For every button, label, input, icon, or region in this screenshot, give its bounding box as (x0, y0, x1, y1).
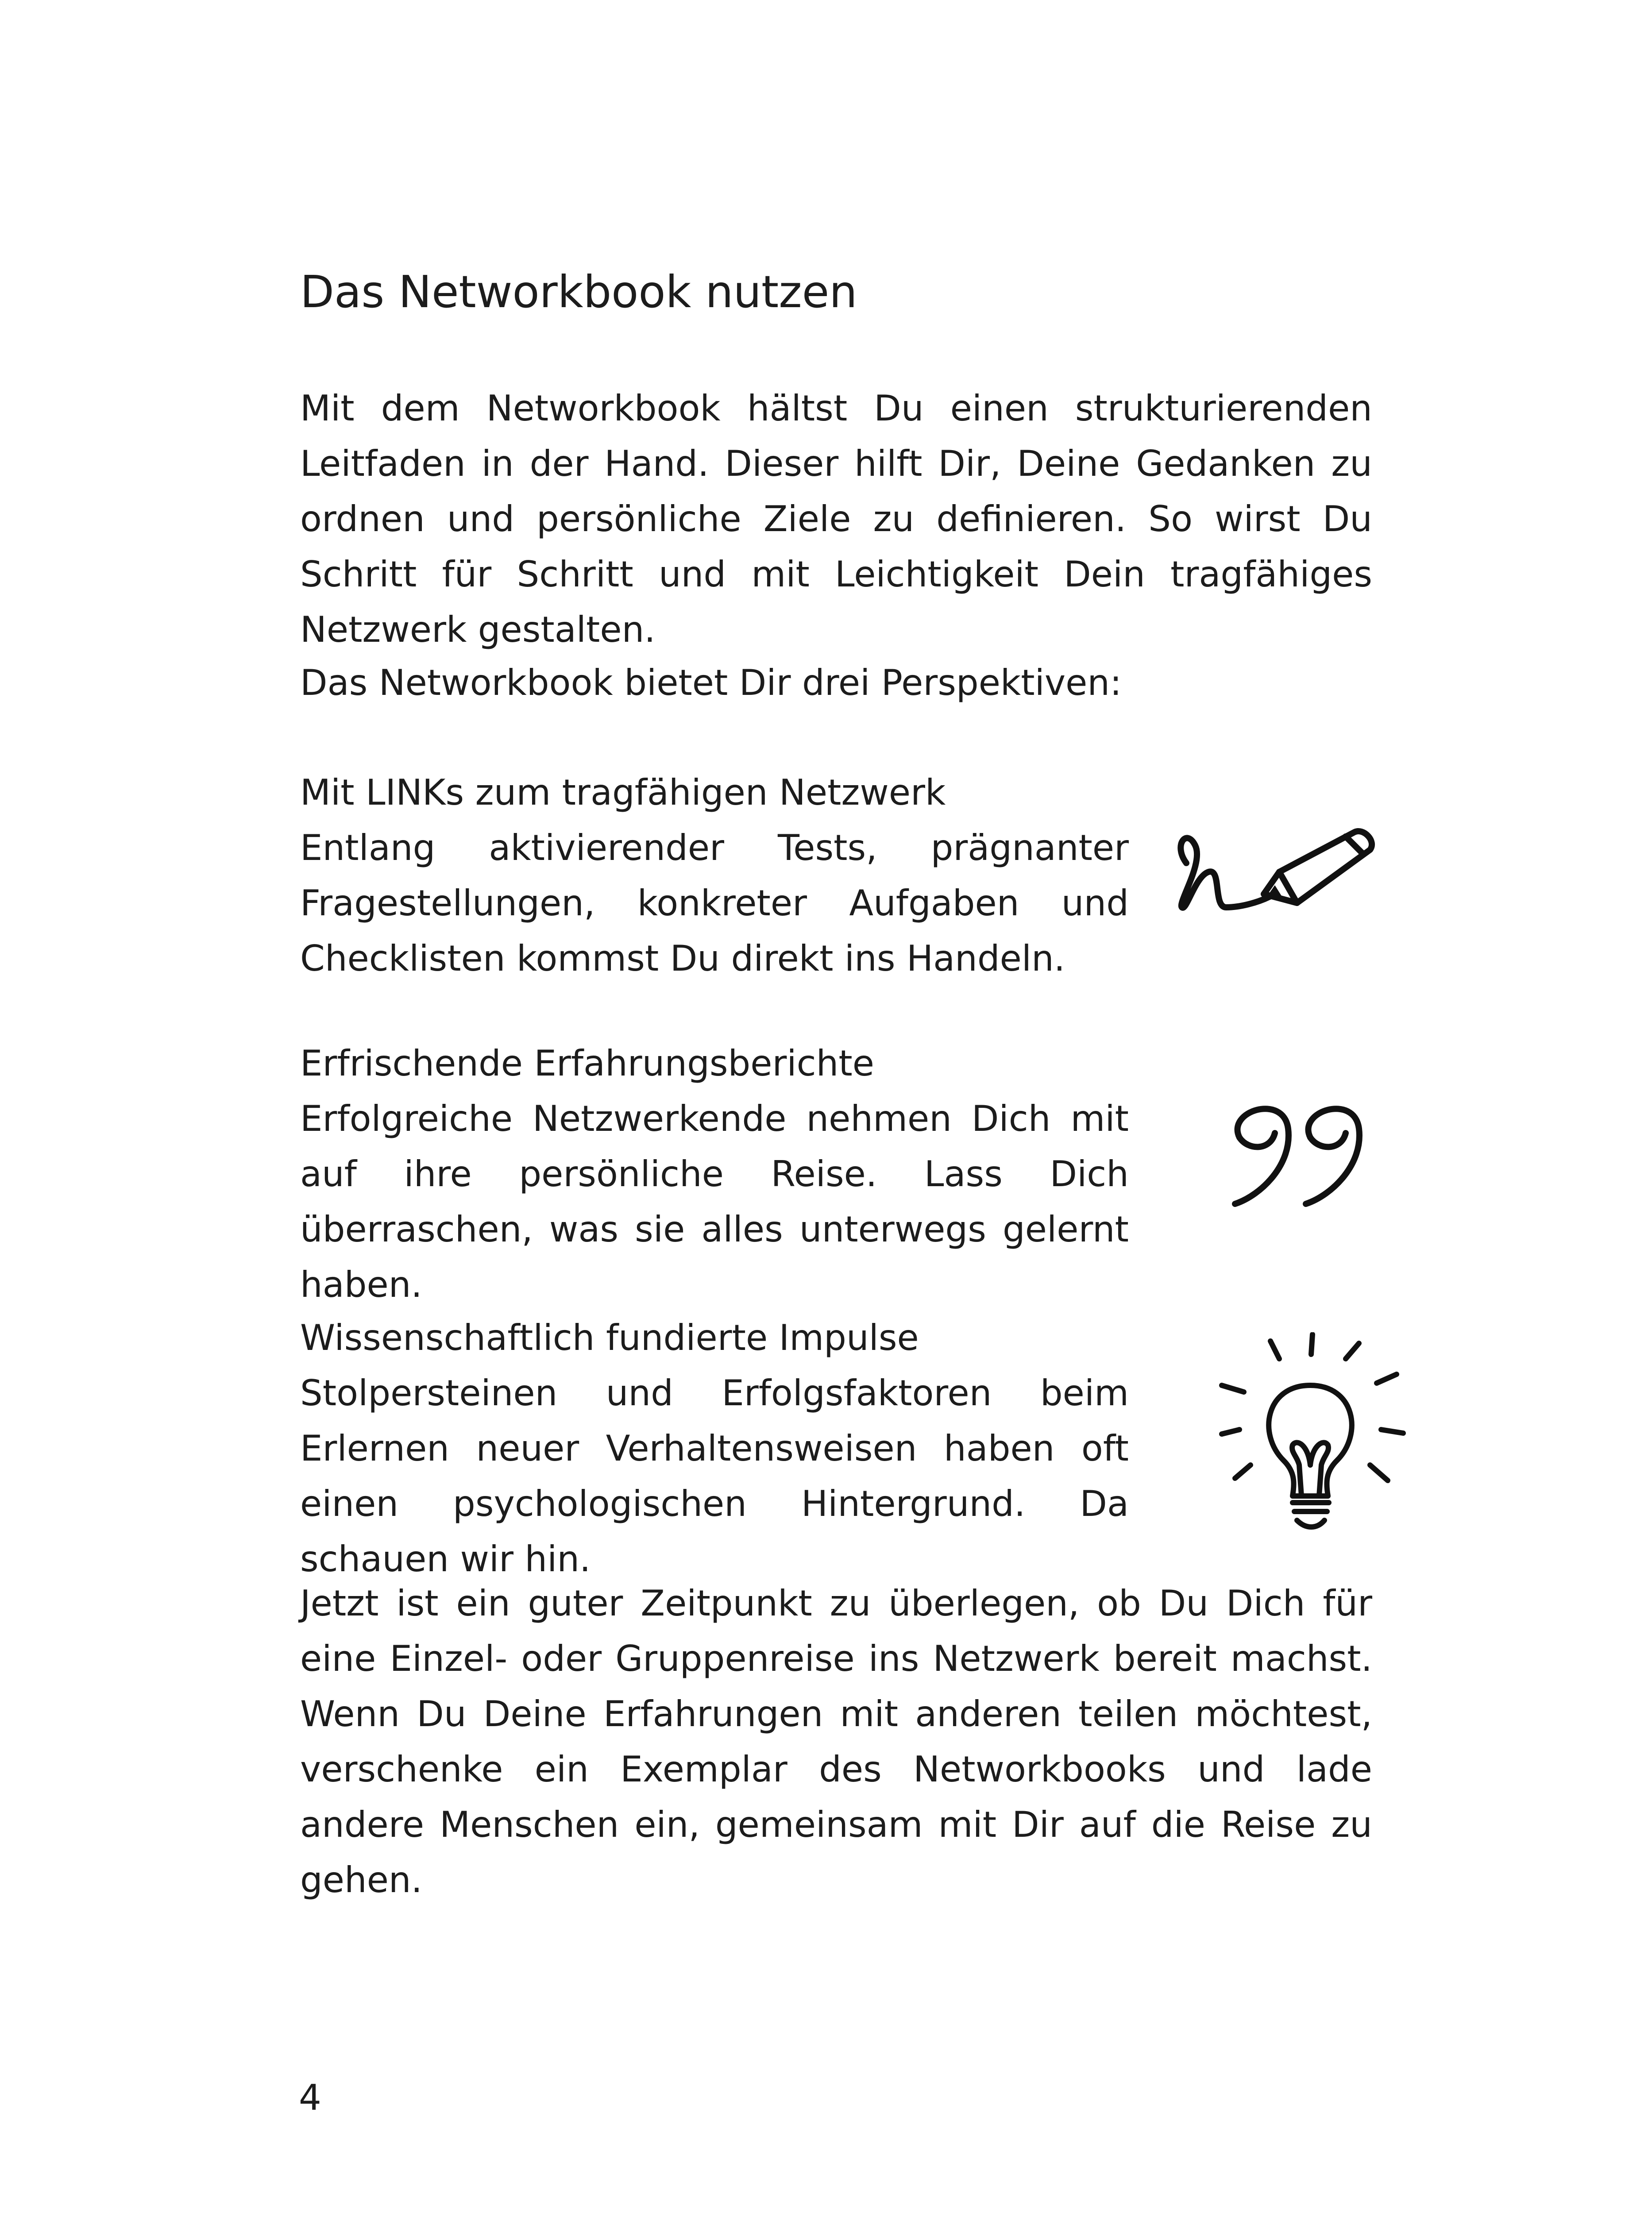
section-text-links: Entlang aktivierender Tests, prägnanter Fragestellungen, konkreter Aufgaben und Checklisten kommst Du direkt ins Handeln. (300, 827, 1129, 979)
lead-paragraph: Das Networkbook bietet Dir drei Perspektiven: (300, 662, 1122, 703)
quote-icon (1222, 1084, 1381, 1213)
section-text-reports: Erfolgreiche Netzwerkende nehmen Dich mit auf ihre persönliche Reise. Lass Dich überraschen, was sie alles unterwegs gelernt haben. (300, 1098, 1129, 1305)
pencil-icon (1169, 819, 1381, 934)
section-title-impulses: Wissenschaftlich fundierte Impulse (300, 1317, 919, 1358)
page-title: Das Networkbook nutzen (300, 266, 857, 318)
lightbulb-icon (1213, 1332, 1408, 1536)
section-title-links: Mit LINKs zum tragfähigen Netzwerk (300, 772, 946, 813)
section-text-impulses: Stolpersteinen und Erfolgsfaktoren beim Erlernen neuer Verhaltensweisen haben oft einen psychologischen Hintergrund. Da schauen wir hin. (300, 1373, 1129, 1580)
closing-paragraph: Jetzt ist ein guter Zeitpunkt zu überlegen, ob Du Dich für eine Einzel- oder Gruppenreise ins Netzwerk bereit machst. Wenn Du Deine Erfahrungen mit anderen teilen möchtest, verschenke ein Exemplar des Networkbooks und lade andere Menschen ein, gemeinsam mit Dir auf die Reise zu gehen. (300, 1583, 1372, 1901)
intro-paragraph: Mit dem Networkbook hältst Du einen strukturierenden Leitfaden in der Hand. Dieser hilft Dir, Deine Gedanken zu ordnen und persönliche Ziele zu definieren. So wirst Du Schritt für Schritt und mit Leichtigkeit Dein tragfähiges Netzwerk gestalten. (300, 388, 1372, 650)
section-title-reports: Erfrischende Erfahrungsberichte (300, 1043, 874, 1084)
page-number: 4 (299, 2077, 321, 2118)
